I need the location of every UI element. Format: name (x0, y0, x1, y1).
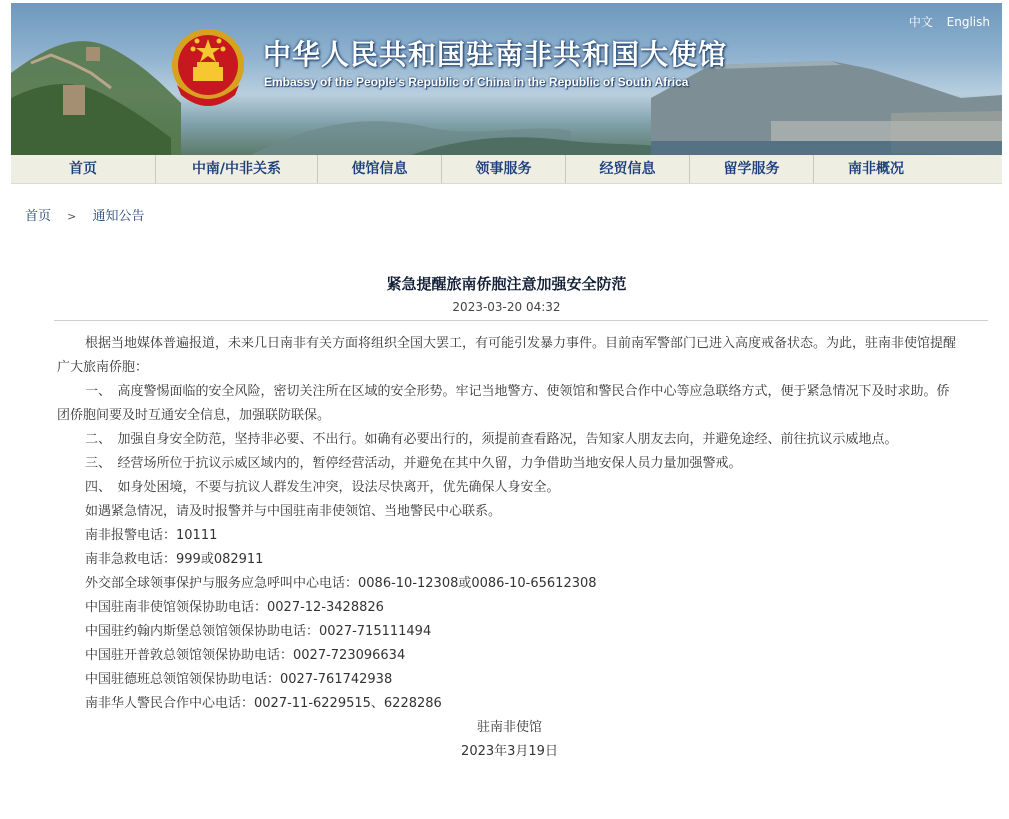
lang-english-link[interactable]: English (946, 15, 990, 29)
nav-item-south-africa[interactable]: 南非概况 (848, 161, 904, 177)
nav-item-consular[interactable]: 领事服务 (475, 161, 532, 177)
header-banner (11, 3, 1002, 155)
article-signature: 驻南非使馆 (476, 720, 542, 735)
phone-line: 中国驻约翰内斯堡总领馆领保协助电话：0027-715111494 (85, 624, 432, 639)
nav-item-embassy-info[interactable]: 使馆信息 (351, 161, 408, 177)
breadcrumb (25, 205, 145, 224)
phone-line: 中国驻德班总领馆领保协助电话：0027-761742938 (85, 672, 393, 687)
main-nav (11, 155, 1002, 184)
language-switch (899, 13, 990, 30)
article-paragraph: 根据当地媒体普遍报道，未来几日南非有关方面将组织全国大罢工，有可能引发暴力事件。目前南军警部门已进入高度戒备状态。为此，驻南非使馆提醒广大旅南侨胞： (57, 336, 957, 375)
phone-line: 南非急救电话：999或082911 (85, 552, 264, 567)
site-title-en: Embassy of the People's Republic of China in the Republic of South Africa (264, 75, 689, 89)
article-body (57, 332, 962, 764)
nav-item-trade[interactable]: 经贸信息 (599, 161, 656, 177)
phone-line: 南非报警电话：10111 (85, 528, 218, 543)
breadcrumb-arrow-icon: > (67, 210, 77, 223)
article-paragraph: 如遇紧急情况，请及时报警并与中国驻南非使领馆、当地警民中心联系。 (85, 504, 502, 519)
lang-chinese-link[interactable]: 中文 (908, 15, 933, 29)
nav-item-study[interactable]: 留学服务 (723, 161, 780, 177)
nav-item-china-relations[interactable]: 中南/中非关系 (191, 161, 282, 177)
phone-line: 南非华人警民合作中心电话：0027-11-6229515、6228286 (85, 696, 442, 711)
phone-line: 中国驻南非使馆领保协助电话：0027-12-3428826 (85, 600, 384, 615)
article-sign-date: 2023年3月19日 (461, 744, 558, 759)
article-paragraph: 三、 经营场所位于抗议示威区域内的，暂停经营活动，并避免在其中久留，力争借助当地安保人员力量加强警戒。 (85, 456, 742, 471)
phone-line: 外交部全球领事保护与服务应急呼叫中心电话：0086-10-12308或0086-10-65612308 (85, 576, 597, 591)
phone-line: 中国驻开普敦总领馆领保协助电话：0027-723096634 (85, 648, 406, 663)
site-title-cn: 中华人民共和国驻南非共和国大使馆 (263, 38, 728, 71)
article-paragraph: 一、 高度警惕面临的安全风险，密切关注所在区域的安全形势。牢记当地警方、使领馆和警民合作中心等应急联络方式，便于紧急情况下及时求助。侨团侨胞间要及时互通安全信息，加强联防联保。 (57, 384, 950, 423)
national-emblem-icon (169, 25, 247, 109)
breadcrumb-current[interactable]: 通知公告 (92, 209, 145, 224)
breadcrumb-home[interactable]: 首页 (25, 209, 52, 224)
article-title: 紧急提醒旅南侨胞注意加强安全防范 (386, 275, 627, 293)
nav-item-home[interactable]: 首页 (69, 161, 97, 177)
article-date: 2023-03-20 04:32 (452, 300, 561, 314)
article-paragraph: 二、 加强自身安全防范，坚持非必要、不出行。如确有必要出行的，须提前查看路况，告知家人朋友去向，并避免途经、前往抗议示威地点。 (85, 432, 898, 447)
title-divider (54, 320, 988, 321)
article-paragraph: 四、 如身处困境，不要与抗议人群发生冲突，设法尽快离开，优先确保人身安全。 (85, 480, 560, 495)
